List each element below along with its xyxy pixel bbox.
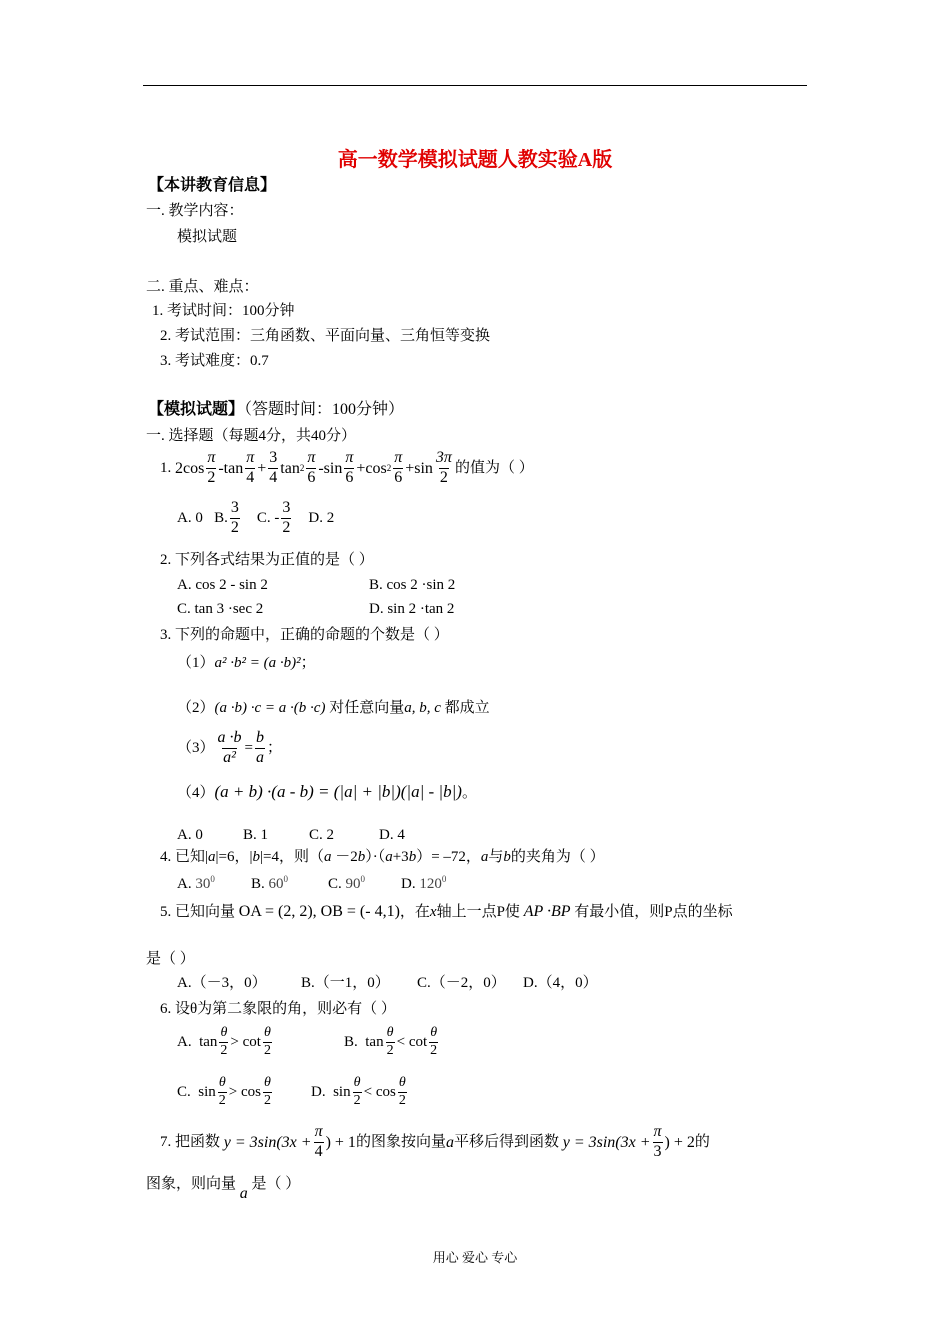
q3-statement-1: （1）a² ·b² = (a ·b)²； — [177, 655, 316, 671]
q3-option-d: D. 4 — [379, 827, 405, 843]
q1-op: + — [257, 459, 267, 477]
top-rule — [143, 85, 807, 86]
q6-stem: 6. 设θ为第二象限的角，则必有（ ） — [160, 1001, 396, 1017]
q3-options — [177, 826, 405, 844]
q6-option-c: C. sin $\frac{\theta}{2}$ > cos $\frac{\theta}{2}$ — [177, 1075, 271, 1108]
q1-option-b-frac: $\frac{3}{2}$ — [230, 499, 239, 536]
q1-op: + — [405, 459, 415, 477]
q1-options — [177, 500, 334, 537]
q1-frac-5: $\frac{\pi}{6}$ — [345, 449, 354, 486]
q5-stem-line2: 是（ ） — [146, 951, 195, 967]
q5-option-a: A.（－3，0） — [177, 975, 267, 991]
q1-frac-4: $\frac{\pi}{6}$ — [307, 449, 316, 486]
q3-statement-3: （3） $\frac{a \cdot b}{\text{a²}}$ = $\frac{b}{a}$ ； — [177, 729, 282, 766]
q4-options — [177, 874, 446, 893]
q1-term: sin — [323, 459, 343, 477]
q3-statement-4: （4）(a + b) ·(a - b) = (|a| + |b|)(|a| - |b|)。 — [177, 782, 477, 801]
q1-term: 2cos — [175, 459, 205, 477]
q3-stem: 3. 下列的命题中，正确的命题的个数是（ ） — [160, 627, 449, 643]
q5-options — [177, 974, 598, 992]
q1-term: sin — [414, 459, 433, 477]
q3-option-b: B. 1 — [243, 827, 269, 843]
q3-s3-frac-left: $\frac{a \cdot b}{\text{a²}}$ — [217, 729, 242, 766]
q1-tail: 的值为（ ） — [454, 460, 534, 477]
q7-stem-line2: 图象，则向量 a 是（ ） — [146, 1176, 301, 1202]
q3-option-a: A. 0 — [177, 827, 203, 843]
q6-option-b: B. tan $\frac{\theta}{2}$ < cot $\frac{\theta}{2}$ — [344, 1025, 438, 1058]
q1-frac-2: $\frac{\pi}{4}$ — [246, 449, 255, 486]
q1-op: + — [356, 459, 366, 477]
q6-option-d: D. sin $\frac{\theta}{2}$ < cos $\frac{\theta}{2}$ — [311, 1075, 406, 1108]
q1-frac-6: $\frac{\pi}{6}$ — [394, 449, 403, 486]
exam-header-note: （答题时间：100分钟） — [244, 401, 405, 418]
q1-op: - — [218, 459, 224, 477]
info-item-2: 2. 考试范围：三角函数、平面向量、三角恒等变换 — [160, 328, 491, 344]
q2-option-b: B. cos 2 ·sin 2 — [369, 577, 456, 593]
q1-option-b: B. — [214, 510, 228, 527]
exam-header: 【模拟试题】 — [148, 401, 245, 418]
q4-option-c: C. $90^0$ — [328, 874, 366, 892]
q3-s3-frac-right: $\frac{b}{a}$ — [255, 729, 264, 766]
q1-option-d: D. 2 — [308, 510, 335, 527]
q1-option-c-frac: $\frac{3}{2}$ — [282, 499, 291, 536]
q1-frac-3: $\frac{3}{4}$ — [269, 449, 278, 486]
info-item-3: 3. 考试难度：0.7 — [160, 353, 269, 369]
q7-stem: 7. 把函数 y = 3sin(3x + $\frac{\pi}{4}$ ) + 1 的图象按向量 a 平移后得到函数 y = 3sin(3x + $\frac{\pi}{3}$ ) + 2 的 — [160, 1123, 710, 1160]
q4-option-b: B. $60^0$ — [251, 874, 289, 892]
q4-option-d: D. $120^0$ — [401, 874, 447, 892]
q1-sup: 2 — [299, 462, 305, 473]
q5-option-b: B.（一1，0） — [301, 975, 390, 991]
section-header-exam — [148, 400, 404, 419]
q5-option-d: D.（4，0） — [523, 975, 598, 991]
q1-term: cos — [365, 459, 387, 477]
q4-option-a: A. $30^0$ — [177, 874, 215, 892]
q1-option-a: A. 0 — [177, 510, 203, 527]
q1-option-c: C. - — [256, 510, 280, 527]
q3-statement-2: （2）(a ·b) ·c = a ·(b ·c) 对任意向量a, b, c 都成立 — [177, 700, 490, 716]
key-label: 二. 重点、难点： — [146, 279, 259, 295]
q2-option-c: C. tan 3 ·sec 2 — [177, 601, 264, 617]
q5-option-c: C.（－2，0） — [417, 975, 506, 991]
content-value: 模拟试题 — [177, 229, 238, 245]
q1-term: tan — [280, 459, 300, 477]
q1-op: - — [318, 459, 324, 477]
q4-stem: 4. 已知|a|=6，|b|=4，则（a －2b）·（a+3b）= –72，a与b的夹角为（ ） — [160, 849, 605, 865]
q1-frac-1: $\frac{\pi}{2}$ — [207, 449, 216, 486]
q2-stem: 2. 下列各式结果为正值的是（ ） — [160, 552, 374, 568]
q5-stem: 5. 已知向量 OA = (2, 2), OB = (- 4,1)，在x轴上一点P使 AP ·BP 有最小值，则P点的坐标 — [160, 903, 733, 920]
document-title: 高一数学模拟试题人教实验A版 — [337, 149, 613, 171]
q1-number: 1. — [160, 460, 172, 477]
q1-term: tan — [223, 459, 244, 477]
page-footer: 用心 爱心 专心 — [432, 1250, 518, 1265]
q6-option-a: A. tan $\frac{\theta}{2}$ > cot $\frac{\theta}{2}$ — [177, 1025, 271, 1058]
q1-frac-7: $\frac{3\pi}{2}$ — [435, 449, 452, 486]
part1-label: 一. 选择题（每题4分，共40分） — [146, 428, 357, 444]
question-1 — [160, 450, 534, 487]
q2-option-a: A. cos 2 - sin 2 — [177, 577, 268, 593]
q2-option-d: D. sin 2 ·tan 2 — [369, 601, 455, 617]
info-item-1: 1. 考试时间：100分钟 — [152, 303, 295, 319]
content-label: 一. 教学内容： — [146, 203, 244, 219]
section-header-info: 【本讲教育信息】 — [148, 177, 277, 194]
q3-option-c: C. 2 — [309, 827, 335, 843]
q1-sup: 2 — [386, 462, 392, 473]
